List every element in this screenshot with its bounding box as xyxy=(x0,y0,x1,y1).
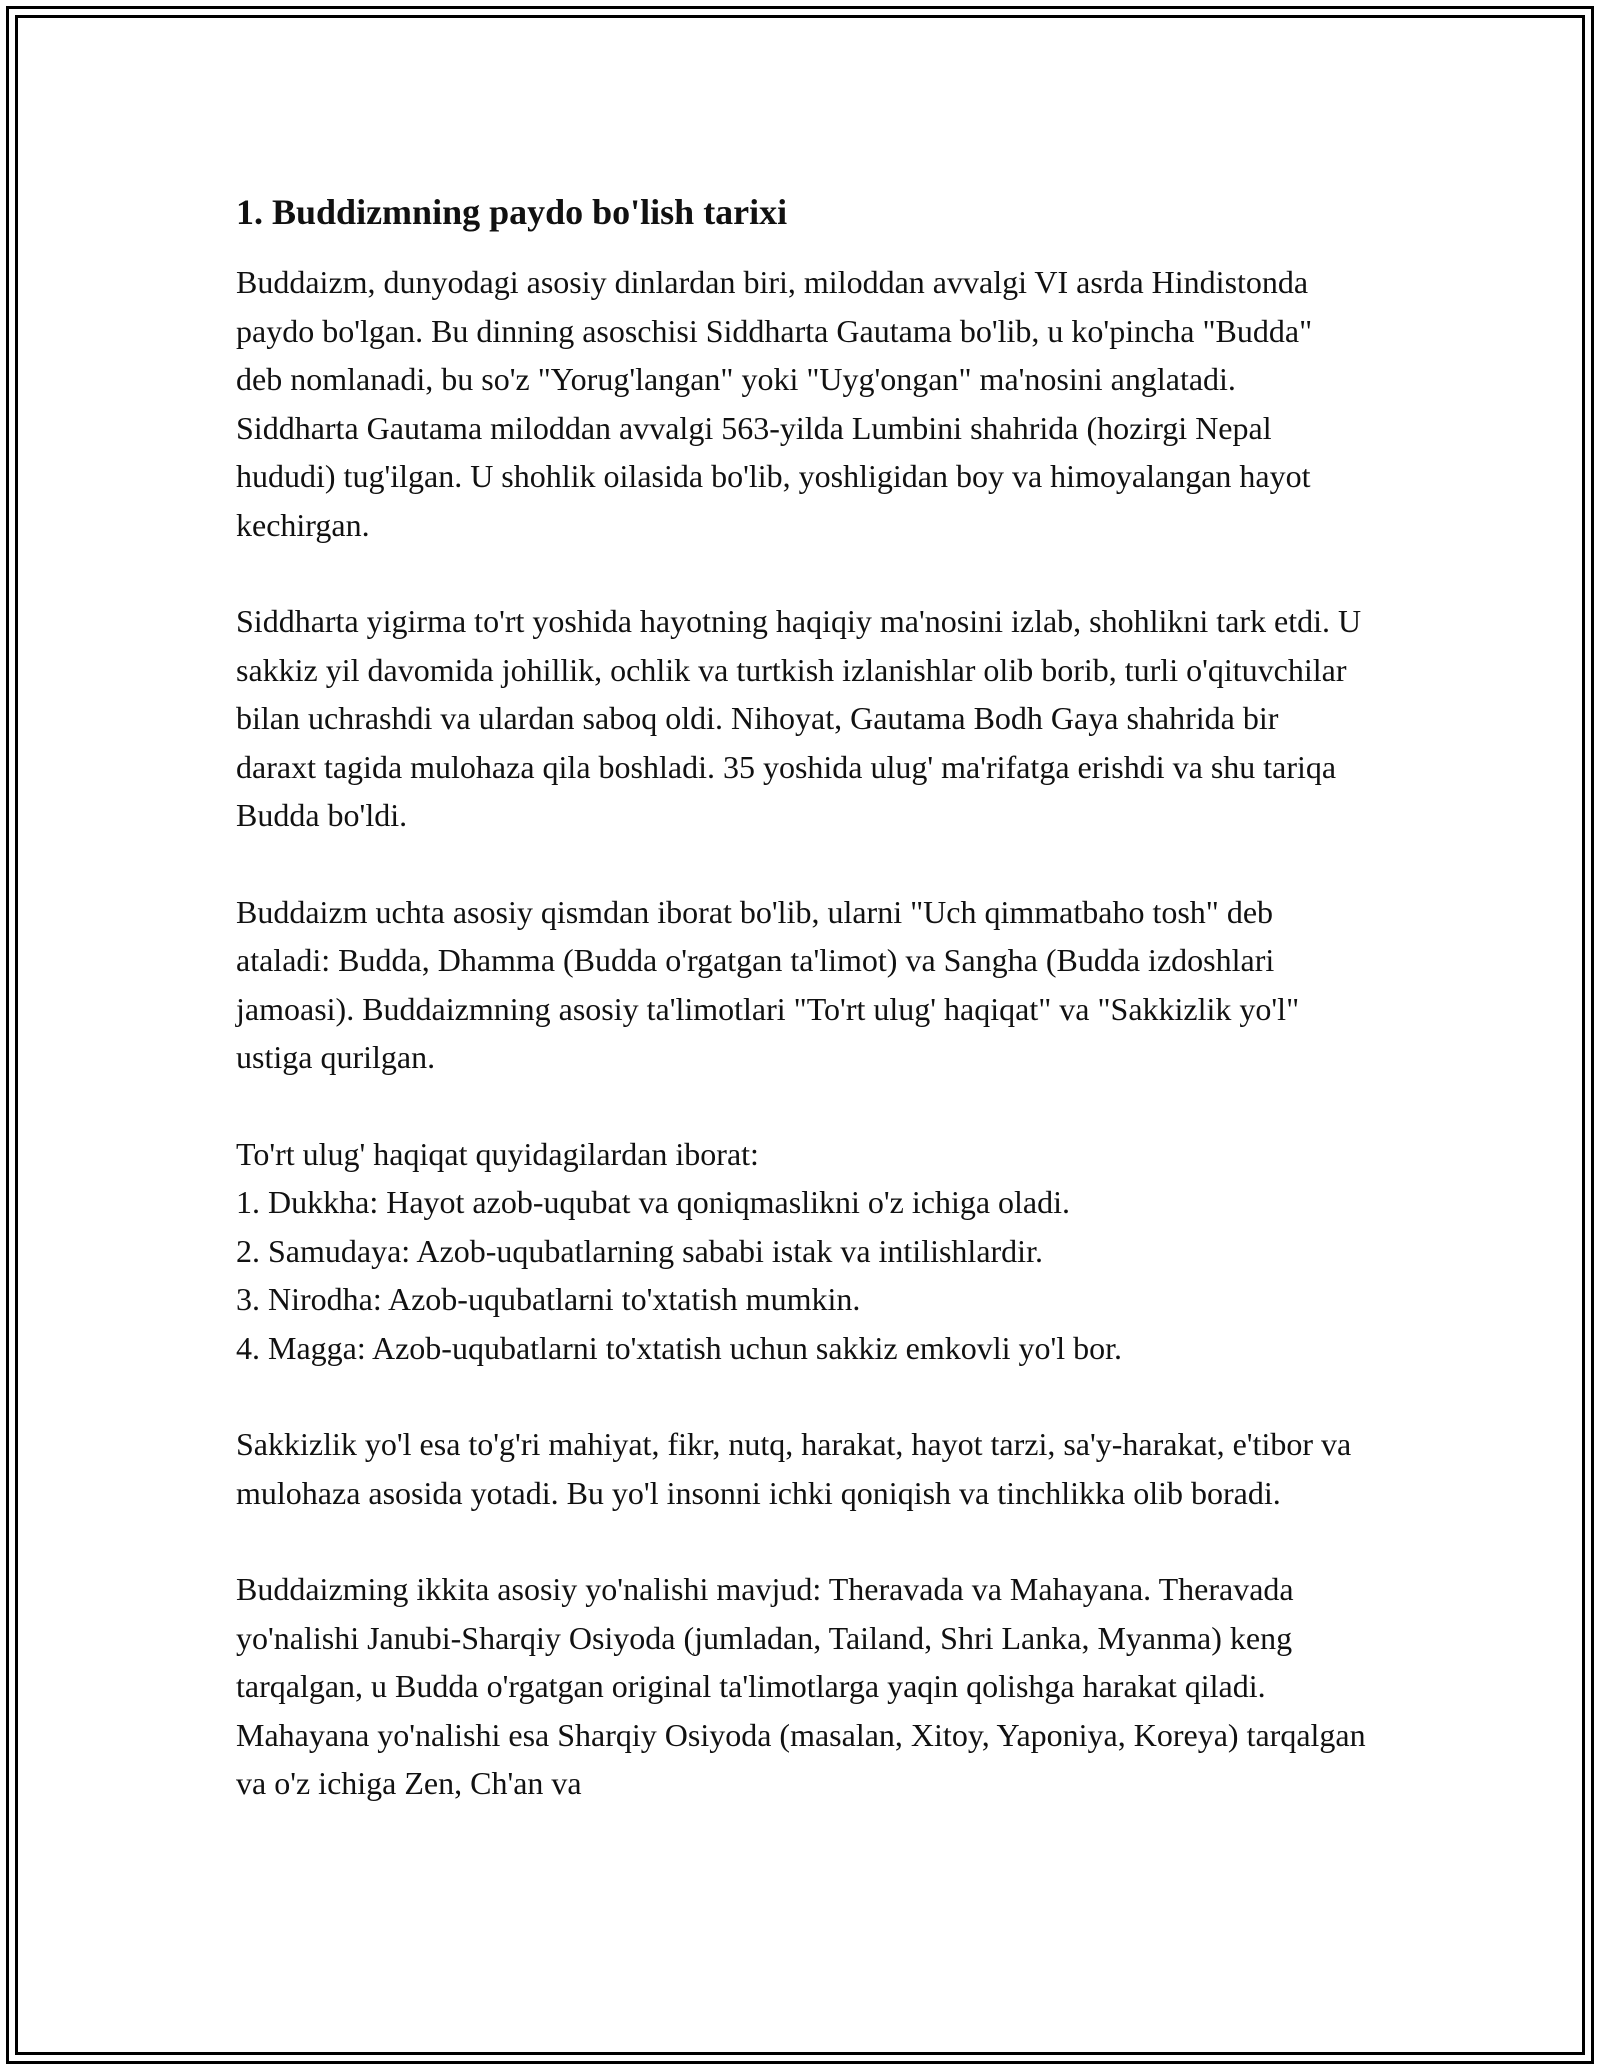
paragraph-three-jewels: Buddaizm uchta asosiy qismdan iborat bo'lib, ularni "Uch qimmatbaho tosh" deb ataladi: Budda, Dhamma (Budda o'rgatgan ta'limot) va Sangha (Budda izdoshlari jamoasi). Buddaizmning asosiy ta'limotlari "To'rt ulug' haqiqat" va "Sakkizlik yo'l" ustiga qurilgan. xyxy=(236,893,1300,1075)
list-item: 2. Samudaya: Azob-uqubatlarning sababi istak va intilishlardir. xyxy=(236,1232,1043,1269)
list-item: 3. Nirodha: Azob-uqubatlarni to'xtatish mumkin. xyxy=(236,1281,861,1317)
paragraph-origin: Buddaizm, dunyodagi asosiy dinlardan biri, miloddan avvalgi VI asrda Hindistonda paydo bo'lgan. Bu dinning asoschisi Siddharta Gautama bo'lib, u ko'pincha "Budda" deb nomlanadi, bu so'z "Yorug'langan" yoki "Uyg'ongan" ma'nosini anglatadi. Siddharta Gautama miloddan avvalgi 563-yilda Lumbini shahrida (hozirgi Nepal hududi) tug'ilgan. U shohlik oilasida bo'lib, yoshligidan boy va himoyalangan hayot kechirgan. xyxy=(236,264,1313,543)
document-body xyxy=(236,188,1366,1808)
paragraph-eightfold-path: Sakkizlik yo'l esa to'g'ri mahiyat, fikr, nutq, harakat, hayot tarzi, sa'y-harakat, e'tibor va mulohaza asosida yotadi. Bu yo'l insonni ichki qoniqish va tinchlikka olib boradi. xyxy=(236,1426,1352,1511)
section-heading: 1. Buddizmning paydo bo'lish tarixi xyxy=(236,192,788,232)
four-truths-intro: To'rt ulug' haqiqat quyidagilardan iborat: xyxy=(236,1135,759,1172)
paragraph-schools: Buddaizming ikkita asosiy yo'nalishi mavjud: Theravada va Mahayana. Theravada yo'nalishi Janubi-Sharqiy Osiyoda (jumladan, Tailand, Shri Lanka, Myanma) keng tarqalgan, u Budda o'rgatgan original ta'limotlarga yaqin qolishga harakat qiladi. Mahayana yo'nalishi esa Sharqiy Osiyoda (masalan, Xitoy, Yaponiya, Koreya) tarqalgan va o'z ichiga Zen, Ch'an va xyxy=(236,1571,1366,1801)
list-item: 4. Magga: Azob-uqubatlarni to'xtatish uchun sakkiz emkovli yo'l bor. xyxy=(236,1329,1123,1366)
list-item: 1. Dukkha: Hayot azob-uqubat va qoniqmaslikni o'z ichiga oladi. xyxy=(236,1184,1071,1220)
four-truths-list xyxy=(236,1130,1366,1373)
paragraph-enlightenment: Siddharta yigirma to'rt yoshida hayotning haqiqiy ma'nosini izlab, shohlikni tark etdi. U sakkiz yil davomida johillik, ochlik va turtkish izlanishlar olib borib, turli o'qituvchilar bilan uchrashdi va ulardan saboq oldi. Nihoyat, Gautama Bodh Gaya shahrida bir daraxt tagida mulohaza qila boshladi. 35 yoshida ulug' ma'rifatga erishdi va shu tariqa Budda bo'ldi. xyxy=(236,603,1362,833)
